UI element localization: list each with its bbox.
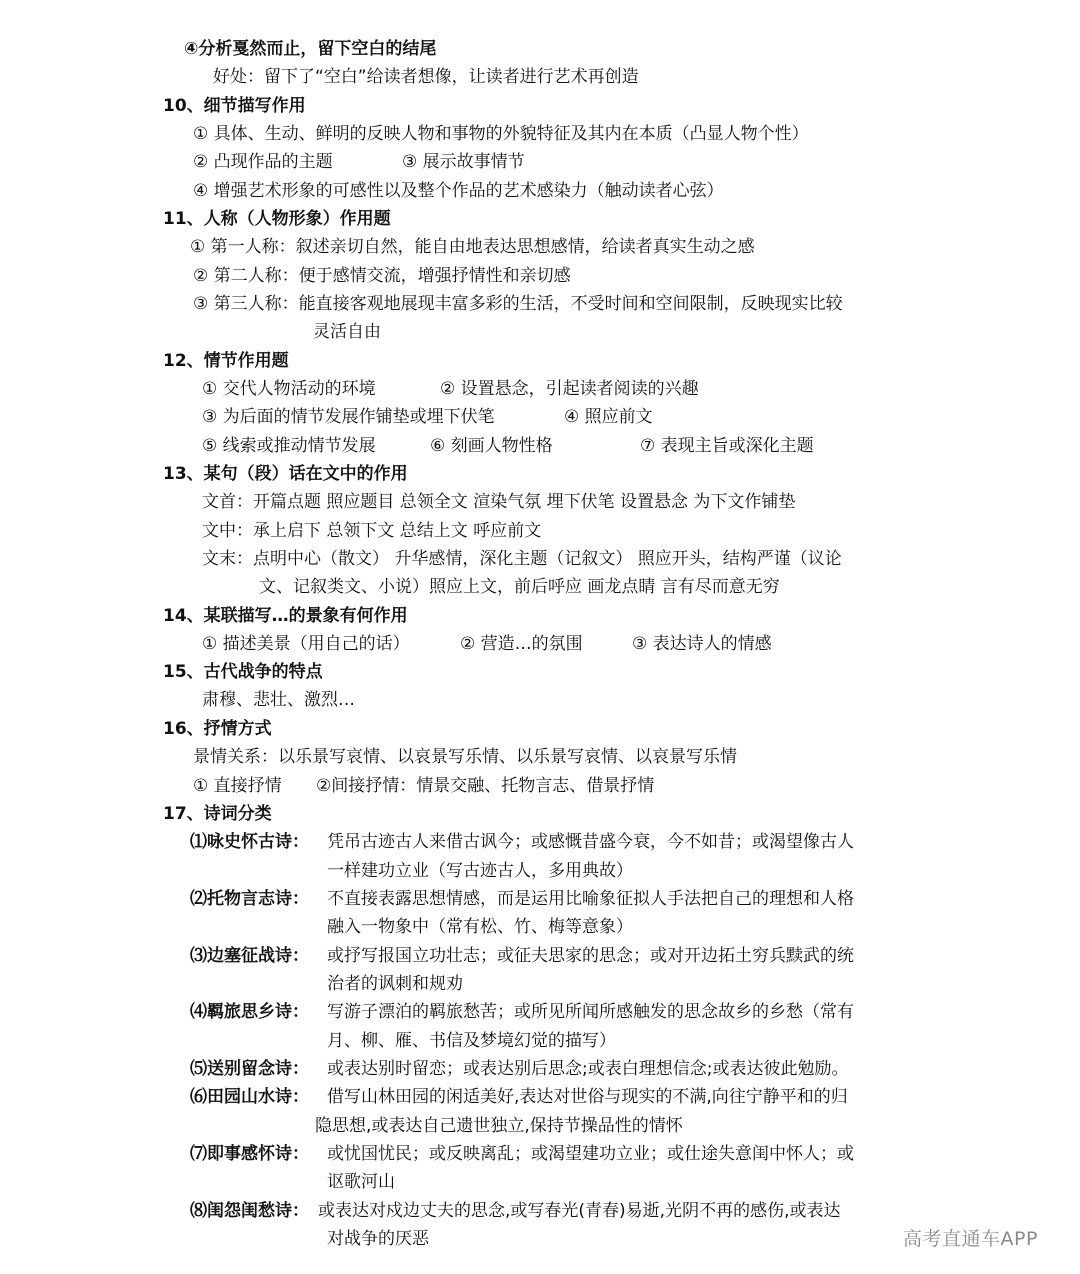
poem-category-label: ⑶边塞征战诗： bbox=[190, 946, 309, 966]
watermark-text: 高考直通车APP bbox=[903, 1228, 1038, 1250]
sec13-line-2: 文中：承上启下 总领下文 总结上文 呼应前文 bbox=[202, 521, 542, 541]
sec13-line-1: 文首：开篇点题 照应题目 总领全文 渲染气氛 埋下伏笔 设置悬念 为下文作铺垫 bbox=[202, 492, 796, 512]
sec11-line-3a: ③ 第三人称：能直接客观地展现丰富多彩的生活，不受时间和空间限制，反映现实比较 bbox=[193, 294, 843, 314]
sec10-line-1: ① 具体、生动、鲜明的反映人物和事物的外貌特征及其内在本质（凸显人物个性） bbox=[193, 124, 809, 144]
section-16-title: 16、抒情方式 bbox=[163, 719, 272, 739]
poem-category-desc: 或忧国忧民；或反映离乱；或渴望建功立业；或仕途失意闺中怀人；或 bbox=[327, 1144, 854, 1164]
sec12-line-2b: ④ 照应前文 bbox=[564, 407, 653, 427]
poem-category-desc: 治者的讽刺和规劝 bbox=[327, 974, 463, 994]
poem-category-desc: 或抒写报国立功壮志；或征夫思家的思念；或对开边拓土穷兵黩武的统 bbox=[327, 946, 854, 966]
sec12-line-3a: ⑤ 线索或推动情节发展 bbox=[202, 436, 376, 456]
sec15-line-1: 肃穆、悲壮、激烈… bbox=[202, 690, 355, 710]
sec11-line-3b: 灵活自由 bbox=[313, 322, 381, 342]
poem-category-label: ⑴咏史怀古诗： bbox=[190, 832, 309, 852]
sec12-line-2a: ③ 为后面的情节发展作铺垫或埋下伏笔 bbox=[202, 407, 495, 427]
poem-category-desc: 一样建功立业（写古迹古人，多用典故） bbox=[327, 861, 633, 881]
poem-category-label: ⑷羁旅思乡诗： bbox=[190, 1002, 309, 1022]
section-13-title: 13、某句（段）话在文中的作用 bbox=[163, 464, 408, 484]
poem-category-desc: 月、柳、雁、书信及梦境幻觉的描写） bbox=[327, 1031, 616, 1051]
sec13-line-3b: 文、记叙类文、小说）照应上文，前后呼应 画龙点睛 言有尽而意无穷 bbox=[259, 577, 780, 597]
poem-category-desc: 或表达对戍边丈夫的思念,或写春光(青春)易逝,光阴不再的感伤,或表达 bbox=[318, 1201, 841, 1221]
section-17-title: 17、诗词分类 bbox=[163, 804, 272, 824]
poem-category-desc: 融入一物象中（常有松、竹、梅等意象） bbox=[327, 917, 633, 937]
sec13-line-3a: 文末：点明中心（散文） 升华感情，深化主题（记叙文） 照应开头，结构严谨（议论 bbox=[202, 549, 842, 569]
poem-category-label: ⑵托物言志诗： bbox=[190, 889, 309, 909]
section-15-title: 15、古代战争的特点 bbox=[163, 662, 323, 682]
sec10-line-2a: ② 凸现作品的主题 bbox=[193, 152, 333, 172]
poem-category-label: ⑸送别留念诗： bbox=[190, 1059, 309, 1079]
sec16-line-2a: ① 直接抒情 bbox=[193, 776, 282, 796]
section-10-title: 10、细节描写作用 bbox=[163, 96, 306, 116]
sec16-line-2b: ②间接抒情：情景交融、托物言志、借景抒情 bbox=[316, 776, 655, 796]
sec11-line-2: ② 第二人称：便于感情交流，增强抒情性和亲切感 bbox=[193, 266, 571, 286]
poem-category-desc: 不直接表露思想情感，而是运用比喻象征拟人手法把自己的理想和人格 bbox=[327, 889, 854, 909]
poem-category-label: ⑻闺怨闺愁诗： bbox=[190, 1201, 309, 1221]
poem-category-desc: 写游子漂泊的羁旅愁苦；或所见所闻所感触发的思念故乡的乡愁（常有 bbox=[327, 1002, 854, 1022]
sec12-line-1a: ① 交代人物活动的环境 bbox=[202, 379, 376, 399]
sec10-line-3: ④ 增强艺术形象的可感性以及整个作品的艺术感染力（触动读者心弦） bbox=[193, 181, 724, 201]
item4-title: ④分析戛然而止，留下空白的结尾 bbox=[184, 39, 437, 59]
poem-category-label: ⑺即事感怀诗： bbox=[190, 1144, 309, 1164]
section-12-title: 12、情节作用题 bbox=[163, 351, 289, 371]
section-11-title: 11、人称（人物形象）作用题 bbox=[163, 209, 391, 229]
poem-category-desc: 对战争的厌恶 bbox=[327, 1229, 429, 1249]
poem-category-desc: 借写山林田园的闲适美好,表达对世俗与现实的不满,向往宁静平和的归 bbox=[327, 1087, 848, 1107]
sec16-line-1: 景情关系：以乐景写哀情、以哀景写乐情、以乐景写哀情、以哀景写乐情 bbox=[193, 747, 737, 767]
poem-category-desc: 凭吊古迹古人来借古讽今；或感慨昔盛今衰，今不如昔；或渴望像古人 bbox=[327, 832, 854, 852]
sec14-line-1a: ① 描述美景（用自己的话） bbox=[202, 634, 410, 654]
sec12-line-1b: ② 设置悬念，引起读者阅读的兴趣 bbox=[440, 379, 699, 399]
sec14-line-1b: ② 营造…的氛围 bbox=[460, 634, 583, 654]
poem-category-label: ⑹田园山水诗： bbox=[190, 1087, 309, 1107]
sec12-line-3b: ⑥ 刻画人物性格 bbox=[430, 436, 553, 456]
item4-benefit: 好处：留下了“空白”给读者想像，让读者进行艺术再创造 bbox=[213, 67, 639, 87]
sec12-line-3c: ⑦ 表现主旨或深化主题 bbox=[640, 436, 814, 456]
poem-category-desc: 或表达别时留恋；或表达别后思念;或表白理想信念;或表达彼此勉励。 bbox=[327, 1059, 849, 1079]
sec14-line-1c: ③ 表达诗人的情感 bbox=[632, 634, 772, 654]
sec11-line-1: ① 第一人称：叙述亲切自然，能自由地表达思想感情，给读者真实生动之感 bbox=[190, 237, 755, 257]
sec10-line-2b: ③ 展示故事情节 bbox=[402, 152, 525, 172]
poem-category-desc: 讴歌河山 bbox=[327, 1172, 395, 1192]
poem-category-desc: 隐思想,或表达自己遗世独立,保持节操品性的情怀 bbox=[315, 1116, 683, 1136]
section-14-title: 14、某联描写…的景象有何作用 bbox=[163, 606, 408, 626]
